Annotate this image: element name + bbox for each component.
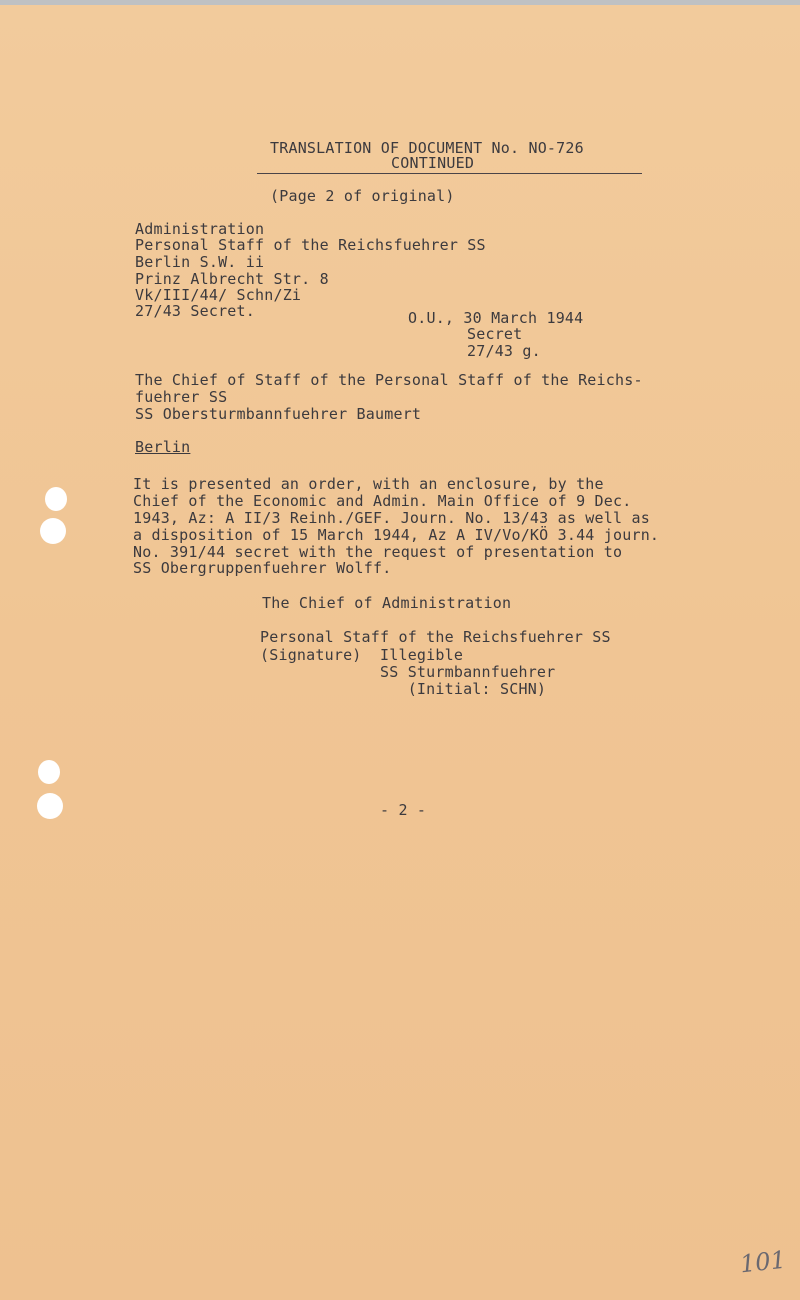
punch-hole [38, 760, 60, 784]
sender-line: Personal Staff of the Reichsfuehrer SS [135, 236, 486, 254]
handwritten-page-number: 101 [738, 1245, 788, 1279]
signature-line: (Signature) Illegible [260, 646, 464, 664]
punch-hole [37, 793, 63, 819]
body-line: Chief of the Economic and Admin. Main Office of 9 Dec. [133, 492, 632, 510]
document-subtitle: CONTINUED [391, 154, 475, 172]
sender-line: Berlin S.W. ii [135, 253, 265, 271]
sender-line: Prinz Albrecht Str. 8 [135, 270, 329, 288]
scan-edge [0, 0, 800, 5]
body-line: 1943, Az: A II/3 Reinh./GEF. Journ. No. 13/43 as well as [133, 509, 650, 527]
recipient-line: SS Obersturmbannfuehrer Baumert [135, 405, 422, 423]
page-number: - 2 - [380, 801, 427, 819]
punch-hole [45, 487, 67, 511]
punch-hole [40, 518, 66, 544]
recipient-line: fuehrer SS [135, 388, 228, 406]
document-title: TRANSLATION OF DOCUMENT No. NO-726 [270, 139, 584, 157]
title-rule [257, 173, 642, 174]
sender-line: Vk/III/44/ Schn/Zi [135, 286, 302, 304]
signature-line: (Initial: SCHN) [260, 680, 547, 698]
body-line: It is presented an order, with an enclosure, by the [133, 475, 604, 493]
date-line: 27/43 g. [467, 342, 541, 360]
recipient-line: The Chief of Staff of the Personal Staff of the Reichs- [135, 371, 643, 389]
date-line: O.U., 30 March 1944 [408, 309, 584, 327]
signature-line: SS Sturmbannfuehrer [260, 663, 556, 681]
date-line: Secret [467, 325, 523, 343]
sender-line: 27/43 Secret. [135, 302, 255, 320]
body-line: SS Obergruppenfuehrer Wolff. [133, 559, 392, 577]
body-line: No. 391/44 secret with the request of presentation to [133, 543, 623, 561]
body-line: a disposition of 15 March 1944, Az A IV/Vo/KÖ 3.44 journ. [133, 526, 660, 544]
signature-chief: The Chief of Administration [262, 594, 512, 612]
signature-line: Personal Staff of the Reichsfuehrer SS [260, 628, 611, 646]
page-note: (Page 2 of original) [270, 187, 455, 205]
recipient-city: Berlin [135, 438, 191, 456]
sender-line: Administration [135, 220, 265, 238]
